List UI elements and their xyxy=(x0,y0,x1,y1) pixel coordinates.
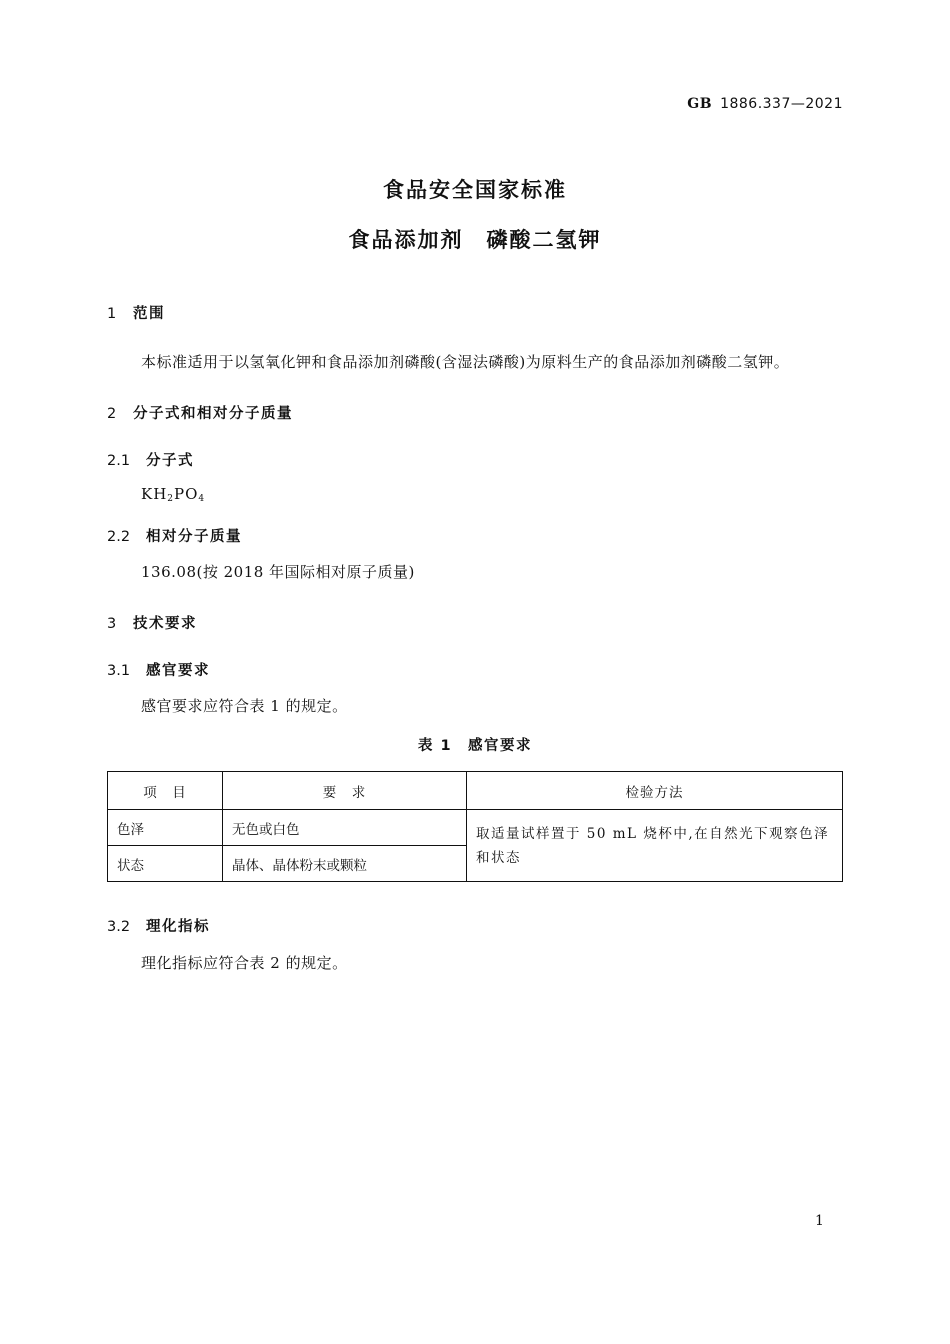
table-1-caption: 表 1 感官要求 xyxy=(417,738,533,754)
row-item-color: 色泽 xyxy=(108,810,223,846)
test-method-cell: 取适量试样置于 50 mL 烧杯中,在自然光下观察色泽和状态 xyxy=(467,810,843,882)
table-row xyxy=(108,810,843,846)
column-header-method: 检验方法 xyxy=(467,772,843,810)
section-3-1-text: 感官要求应符合表 1 的规定。 xyxy=(141,697,348,715)
document-title: 食品安全国家标准 xyxy=(383,178,567,202)
document-subtitle: 食品添加剂 磷酸二氢钾 xyxy=(348,228,602,252)
section-3-heading: 3 技术要求 xyxy=(107,616,197,632)
molecular-mass: 136.08(按 2018 年国际相对原子质量) xyxy=(141,563,415,581)
column-header-item: 项 目 xyxy=(108,772,223,810)
table-1 xyxy=(107,771,843,882)
column-header-requirement: 要 求 xyxy=(223,772,467,810)
page-number: 1 xyxy=(815,1213,824,1229)
standard-code xyxy=(687,96,843,112)
section-3-2-text: 理化指标应符合表 2 的规定。 xyxy=(141,954,348,972)
table-header-row xyxy=(108,772,843,810)
row-item-state: 状态 xyxy=(108,846,223,882)
section-1-heading: 1 范围 xyxy=(107,306,165,322)
row-requirement-color: 无色或白色 xyxy=(223,810,467,846)
section-2-1-heading: 2.1 分子式 xyxy=(107,453,194,469)
section-3-1-heading: 3.1 感官要求 xyxy=(107,663,210,679)
standard-prefix: GB xyxy=(687,96,713,112)
row-requirement-state: 晶体、晶体粉末或颗粒 xyxy=(223,846,467,882)
standard-number: 1886.337—2021 xyxy=(720,96,843,112)
section-1-text: 本标准适用于以氢氧化钾和食品添加剂磷酸(含湿法磷酸)为原料生产的食品添加剂磷酸二氢钾。 xyxy=(141,353,790,371)
molecular-formula: $KH_2PO_4$ xyxy=(141,485,206,504)
section-2-heading: 2 分子式和相对分子质量 xyxy=(107,406,293,422)
section-3-2-heading: 3.2 理化指标 xyxy=(107,919,210,935)
section-2-2-heading: 2.2 相对分子质量 xyxy=(107,529,242,545)
